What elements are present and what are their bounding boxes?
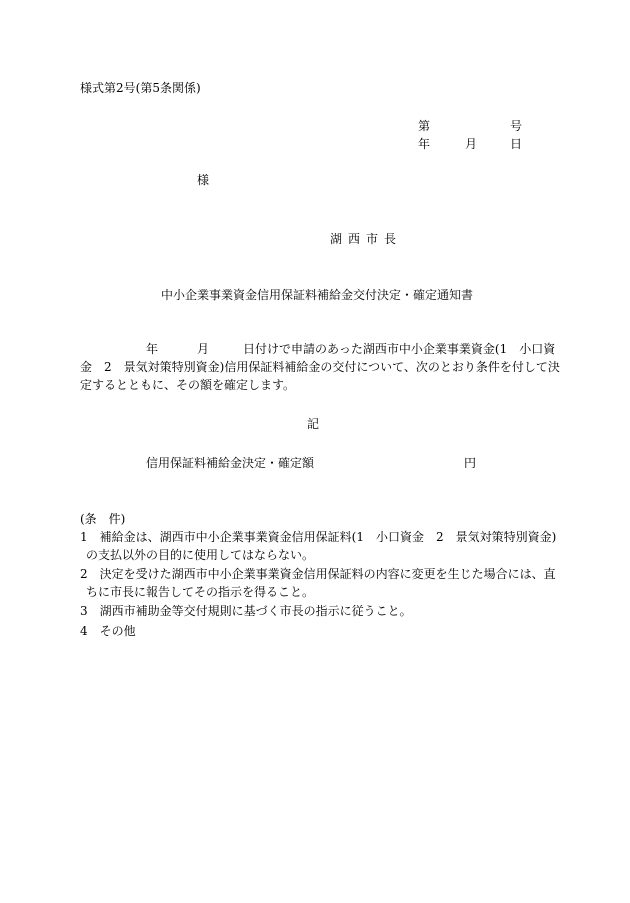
ki-heading: 記 — [307, 417, 320, 431]
date-month: 月 — [465, 137, 478, 151]
body-month: 月 — [197, 342, 210, 356]
condition-3: 3 湖西市補助金等交付規則に基づく市長の指示に従うこと。 — [80, 604, 412, 618]
body-line1: 日付けで申請のあった湖西市中小企業事業資金(1 小口資 — [243, 342, 556, 356]
issuer-name: 湖西市長 — [330, 232, 403, 246]
condition-2-line1: 2 決定を受けた湖西市中小企業事業資金信用保証料の内容に変更を生じた場合には、直 — [80, 567, 556, 581]
condition-4: 4 その他 — [80, 624, 136, 638]
amount-label: 信用保証料補給金決定・確定額 — [146, 456, 315, 470]
addressee-suffix: 様 — [197, 173, 210, 187]
amount-unit: 円 — [464, 456, 477, 470]
condition-1-line2: の支払以外の目的に使用してはならない。 — [86, 548, 315, 562]
body-line2: 金 2 景気対策特別資金)信用保証料補給金の交付について、次のとおり条件を付して決 — [80, 360, 560, 374]
date-year: 年 — [418, 137, 431, 151]
number-prefix: 第 — [418, 119, 431, 133]
condition-1-line1: 1 補給金は、湖西市中小企業事業資金信用保証料(1 小口資金 2 景気対策特別資金) — [80, 530, 557, 544]
condition-2-line2: ちに市長に報告してその指示を得ること。 — [86, 585, 315, 599]
date-day: 日 — [510, 137, 523, 151]
body-year: 年 — [146, 342, 159, 356]
number-suffix: 号 — [510, 119, 523, 133]
document-title: 中小企業事業資金信用保証料補給金交付決定・確定通知書 — [161, 288, 474, 302]
conditions-heading: (条 件) — [80, 512, 126, 526]
form-label: 様式第2号(第5条関係) — [80, 81, 201, 95]
body-line3: 定するとともに、その額を確定します。 — [80, 378, 296, 392]
